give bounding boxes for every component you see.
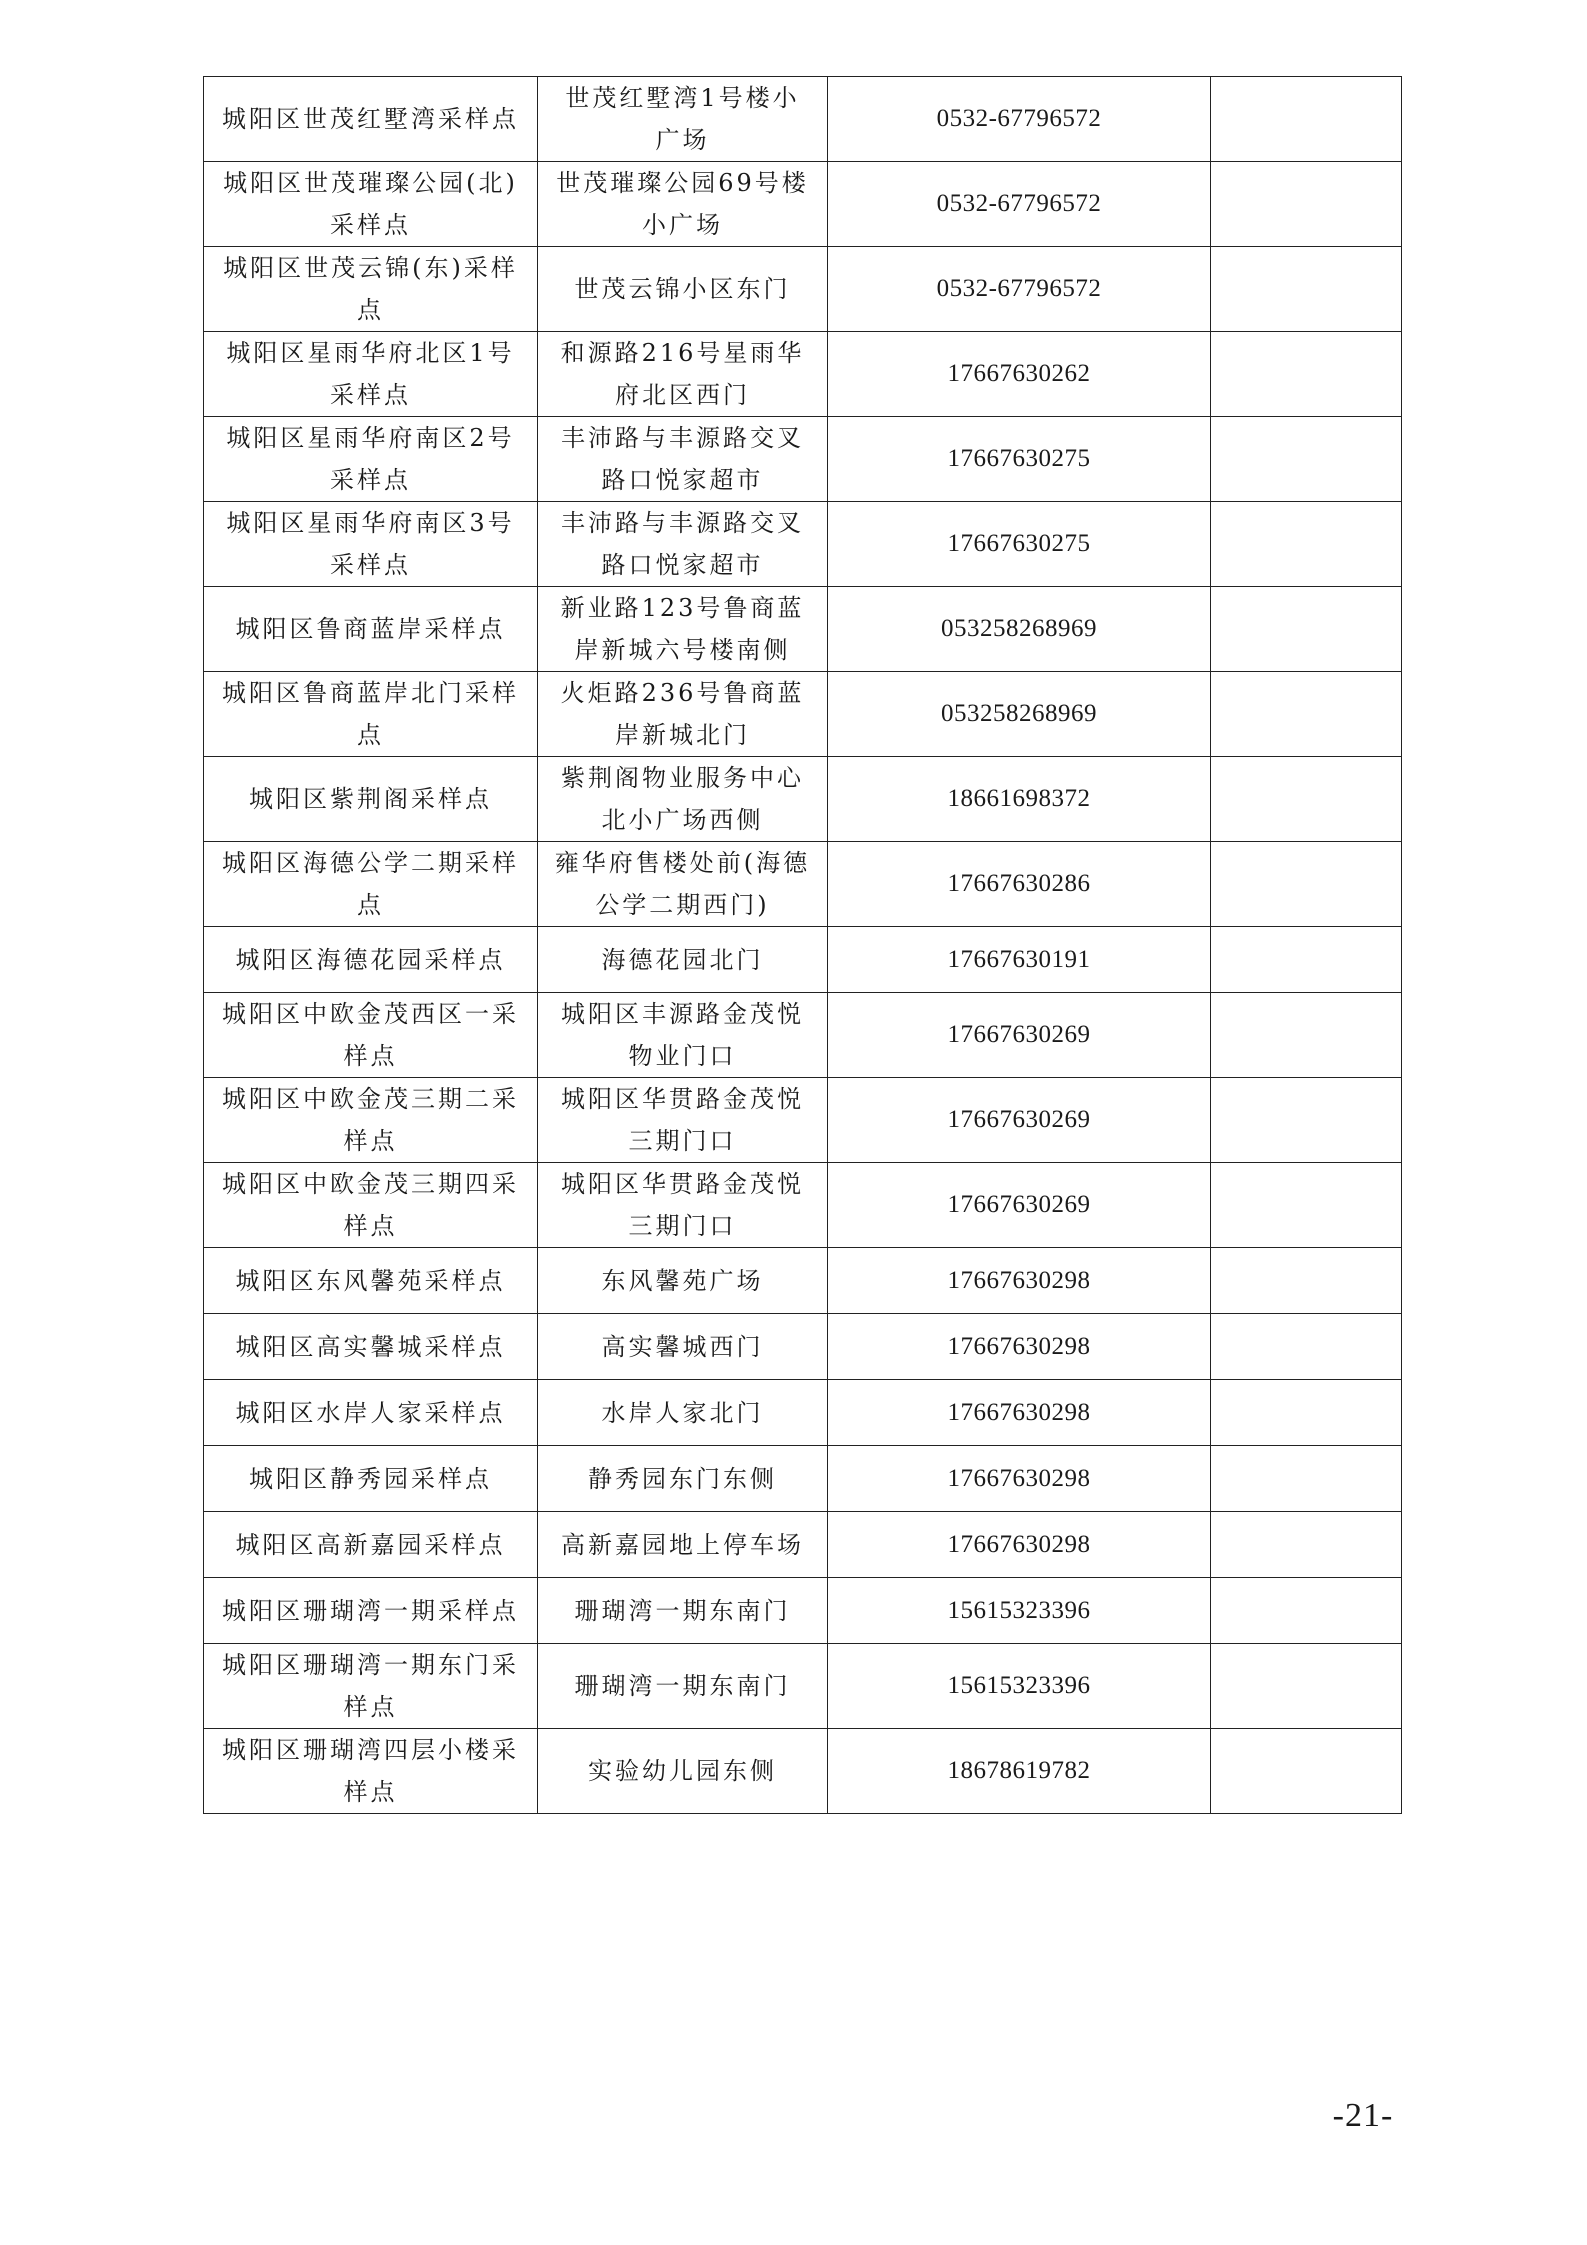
site-address-cell: 和源路216号星雨华府北区西门 xyxy=(538,332,828,417)
table-row xyxy=(204,1729,1402,1814)
site-note-cell xyxy=(1211,842,1402,927)
site-phone-cell: 17667630269 xyxy=(828,1078,1211,1163)
site-note-cell xyxy=(1211,77,1402,162)
site-address-cell: 海德花园北门 xyxy=(538,927,828,993)
site-note-cell xyxy=(1211,1729,1402,1814)
site-phone-cell: 053258268969 xyxy=(828,672,1211,757)
site-name-cell: 城阳区珊瑚湾四层小楼采样点 xyxy=(204,1729,538,1814)
site-address-cell: 静秀园东门东侧 xyxy=(538,1446,828,1512)
site-phone-cell: 17667630269 xyxy=(828,1163,1211,1248)
sampling-sites-table xyxy=(203,76,1402,1814)
site-name-cell: 城阳区东风馨苑采样点 xyxy=(204,1248,538,1314)
site-phone-cell: 17667630269 xyxy=(828,993,1211,1078)
table-row xyxy=(204,1248,1402,1314)
site-phone-cell: 053258268969 xyxy=(828,587,1211,672)
site-address-cell: 丰沛路与丰源路交叉路口悦家超市 xyxy=(538,502,828,587)
site-note-cell xyxy=(1211,1248,1402,1314)
site-note-cell xyxy=(1211,757,1402,842)
site-phone-cell: 18661698372 xyxy=(828,757,1211,842)
site-name-cell: 城阳区紫荆阁采样点 xyxy=(204,757,538,842)
table-row xyxy=(204,1512,1402,1578)
site-phone-cell: 0532-67796572 xyxy=(828,162,1211,247)
site-address-cell: 世茂红墅湾1号楼小广场 xyxy=(538,77,828,162)
site-address-cell: 火炬路236号鲁商蓝岸新城北门 xyxy=(538,672,828,757)
site-address-cell: 水岸人家北门 xyxy=(538,1380,828,1446)
site-phone-cell: 15615323396 xyxy=(828,1578,1211,1644)
site-note-cell xyxy=(1211,332,1402,417)
site-address-cell: 城阳区丰源路金茂悦物业门口 xyxy=(538,993,828,1078)
table-row xyxy=(204,1163,1402,1248)
site-name-cell: 城阳区高实馨城采样点 xyxy=(204,1314,538,1380)
site-name-cell: 城阳区珊瑚湾一期采样点 xyxy=(204,1578,538,1644)
site-note-cell xyxy=(1211,587,1402,672)
site-note-cell xyxy=(1211,993,1402,1078)
site-address-cell: 城阳区华贯路金茂悦三期门口 xyxy=(538,1163,828,1248)
site-phone-cell: 17667630298 xyxy=(828,1380,1211,1446)
table-row xyxy=(204,842,1402,927)
site-name-cell: 城阳区世茂红墅湾采样点 xyxy=(204,77,538,162)
site-phone-cell: 17667630298 xyxy=(828,1446,1211,1512)
site-address-cell: 城阳区华贯路金茂悦三期门口 xyxy=(538,1078,828,1163)
site-address-cell: 高新嘉园地上停车场 xyxy=(538,1512,828,1578)
site-name-cell: 城阳区星雨华府南区2号采样点 xyxy=(204,417,538,502)
table-row xyxy=(204,1644,1402,1729)
table-row xyxy=(204,502,1402,587)
site-address-cell: 珊瑚湾一期东南门 xyxy=(538,1644,828,1729)
table-row xyxy=(204,247,1402,332)
site-address-cell: 新业路123号鲁商蓝岸新城六号楼南侧 xyxy=(538,587,828,672)
table-row xyxy=(204,757,1402,842)
site-address-cell: 丰沛路与丰源路交叉路口悦家超市 xyxy=(538,417,828,502)
table-row xyxy=(204,332,1402,417)
site-name-cell: 城阳区星雨华府南区3号采样点 xyxy=(204,502,538,587)
site-name-cell: 城阳区中欧金茂三期二采样点 xyxy=(204,1078,538,1163)
site-phone-cell: 17667630298 xyxy=(828,1314,1211,1380)
site-phone-cell: 15615323396 xyxy=(828,1644,1211,1729)
site-note-cell xyxy=(1211,1446,1402,1512)
site-name-cell: 城阳区世茂璀璨公园(北)采样点 xyxy=(204,162,538,247)
table-row xyxy=(204,77,1402,162)
site-note-cell xyxy=(1211,502,1402,587)
site-name-cell: 城阳区珊瑚湾一期东门采样点 xyxy=(204,1644,538,1729)
site-name-cell: 城阳区海德公学二期采样点 xyxy=(204,842,538,927)
table-row xyxy=(204,1380,1402,1446)
site-phone-cell: 17667630286 xyxy=(828,842,1211,927)
site-address-cell: 紫荆阁物业服务中心北小广场西侧 xyxy=(538,757,828,842)
site-name-cell: 城阳区海德花园采样点 xyxy=(204,927,538,993)
site-name-cell: 城阳区中欧金茂三期四采样点 xyxy=(204,1163,538,1248)
site-note-cell xyxy=(1211,1578,1402,1644)
site-phone-cell: 17667630298 xyxy=(828,1248,1211,1314)
site-phone-cell: 0532-67796572 xyxy=(828,77,1211,162)
table-row xyxy=(204,1314,1402,1380)
site-note-cell xyxy=(1211,1314,1402,1380)
site-name-cell: 城阳区水岸人家采样点 xyxy=(204,1380,538,1446)
site-note-cell xyxy=(1211,162,1402,247)
table-row xyxy=(204,1446,1402,1512)
site-address-cell: 雍华府售楼处前(海德公学二期西门) xyxy=(538,842,828,927)
table-row xyxy=(204,1078,1402,1163)
site-note-cell xyxy=(1211,927,1402,993)
site-phone-cell: 17667630298 xyxy=(828,1512,1211,1578)
table-row xyxy=(204,587,1402,672)
site-note-cell xyxy=(1211,1512,1402,1578)
page-number: -21- xyxy=(1332,2097,1394,2134)
site-address-cell: 实验幼儿园东侧 xyxy=(538,1729,828,1814)
site-note-cell xyxy=(1211,672,1402,757)
site-phone-cell: 17667630275 xyxy=(828,417,1211,502)
table-row xyxy=(204,417,1402,502)
site-note-cell xyxy=(1211,1380,1402,1446)
site-address-cell: 珊瑚湾一期东南门 xyxy=(538,1578,828,1644)
site-name-cell: 城阳区静秀园采样点 xyxy=(204,1446,538,1512)
site-name-cell: 城阳区世茂云锦(东)采样点 xyxy=(204,247,538,332)
site-note-cell xyxy=(1211,1644,1402,1729)
site-note-cell xyxy=(1211,1078,1402,1163)
site-address-cell: 世茂云锦小区东门 xyxy=(538,247,828,332)
site-note-cell xyxy=(1211,417,1402,502)
site-phone-cell: 18678619782 xyxy=(828,1729,1211,1814)
site-phone-cell: 17667630275 xyxy=(828,502,1211,587)
table-row xyxy=(204,1578,1402,1644)
site-phone-cell: 17667630191 xyxy=(828,927,1211,993)
site-name-cell: 城阳区高新嘉园采样点 xyxy=(204,1512,538,1578)
table-body xyxy=(204,77,1402,1814)
site-address-cell: 世茂璀璨公园69号楼小广场 xyxy=(538,162,828,247)
site-address-cell: 东风馨苑广场 xyxy=(538,1248,828,1314)
table-row xyxy=(204,993,1402,1078)
site-phone-cell: 0532-67796572 xyxy=(828,247,1211,332)
site-name-cell: 城阳区星雨华府北区1号采样点 xyxy=(204,332,538,417)
site-phone-cell: 17667630262 xyxy=(828,332,1211,417)
site-note-cell xyxy=(1211,247,1402,332)
site-address-cell: 高实馨城西门 xyxy=(538,1314,828,1380)
site-note-cell xyxy=(1211,1163,1402,1248)
site-name-cell: 城阳区鲁商蓝岸采样点 xyxy=(204,587,538,672)
site-name-cell: 城阳区鲁商蓝岸北门采样点 xyxy=(204,672,538,757)
site-name-cell: 城阳区中欧金茂西区一采样点 xyxy=(204,993,538,1078)
table-row xyxy=(204,672,1402,757)
table-row xyxy=(204,927,1402,993)
table-row xyxy=(204,162,1402,247)
